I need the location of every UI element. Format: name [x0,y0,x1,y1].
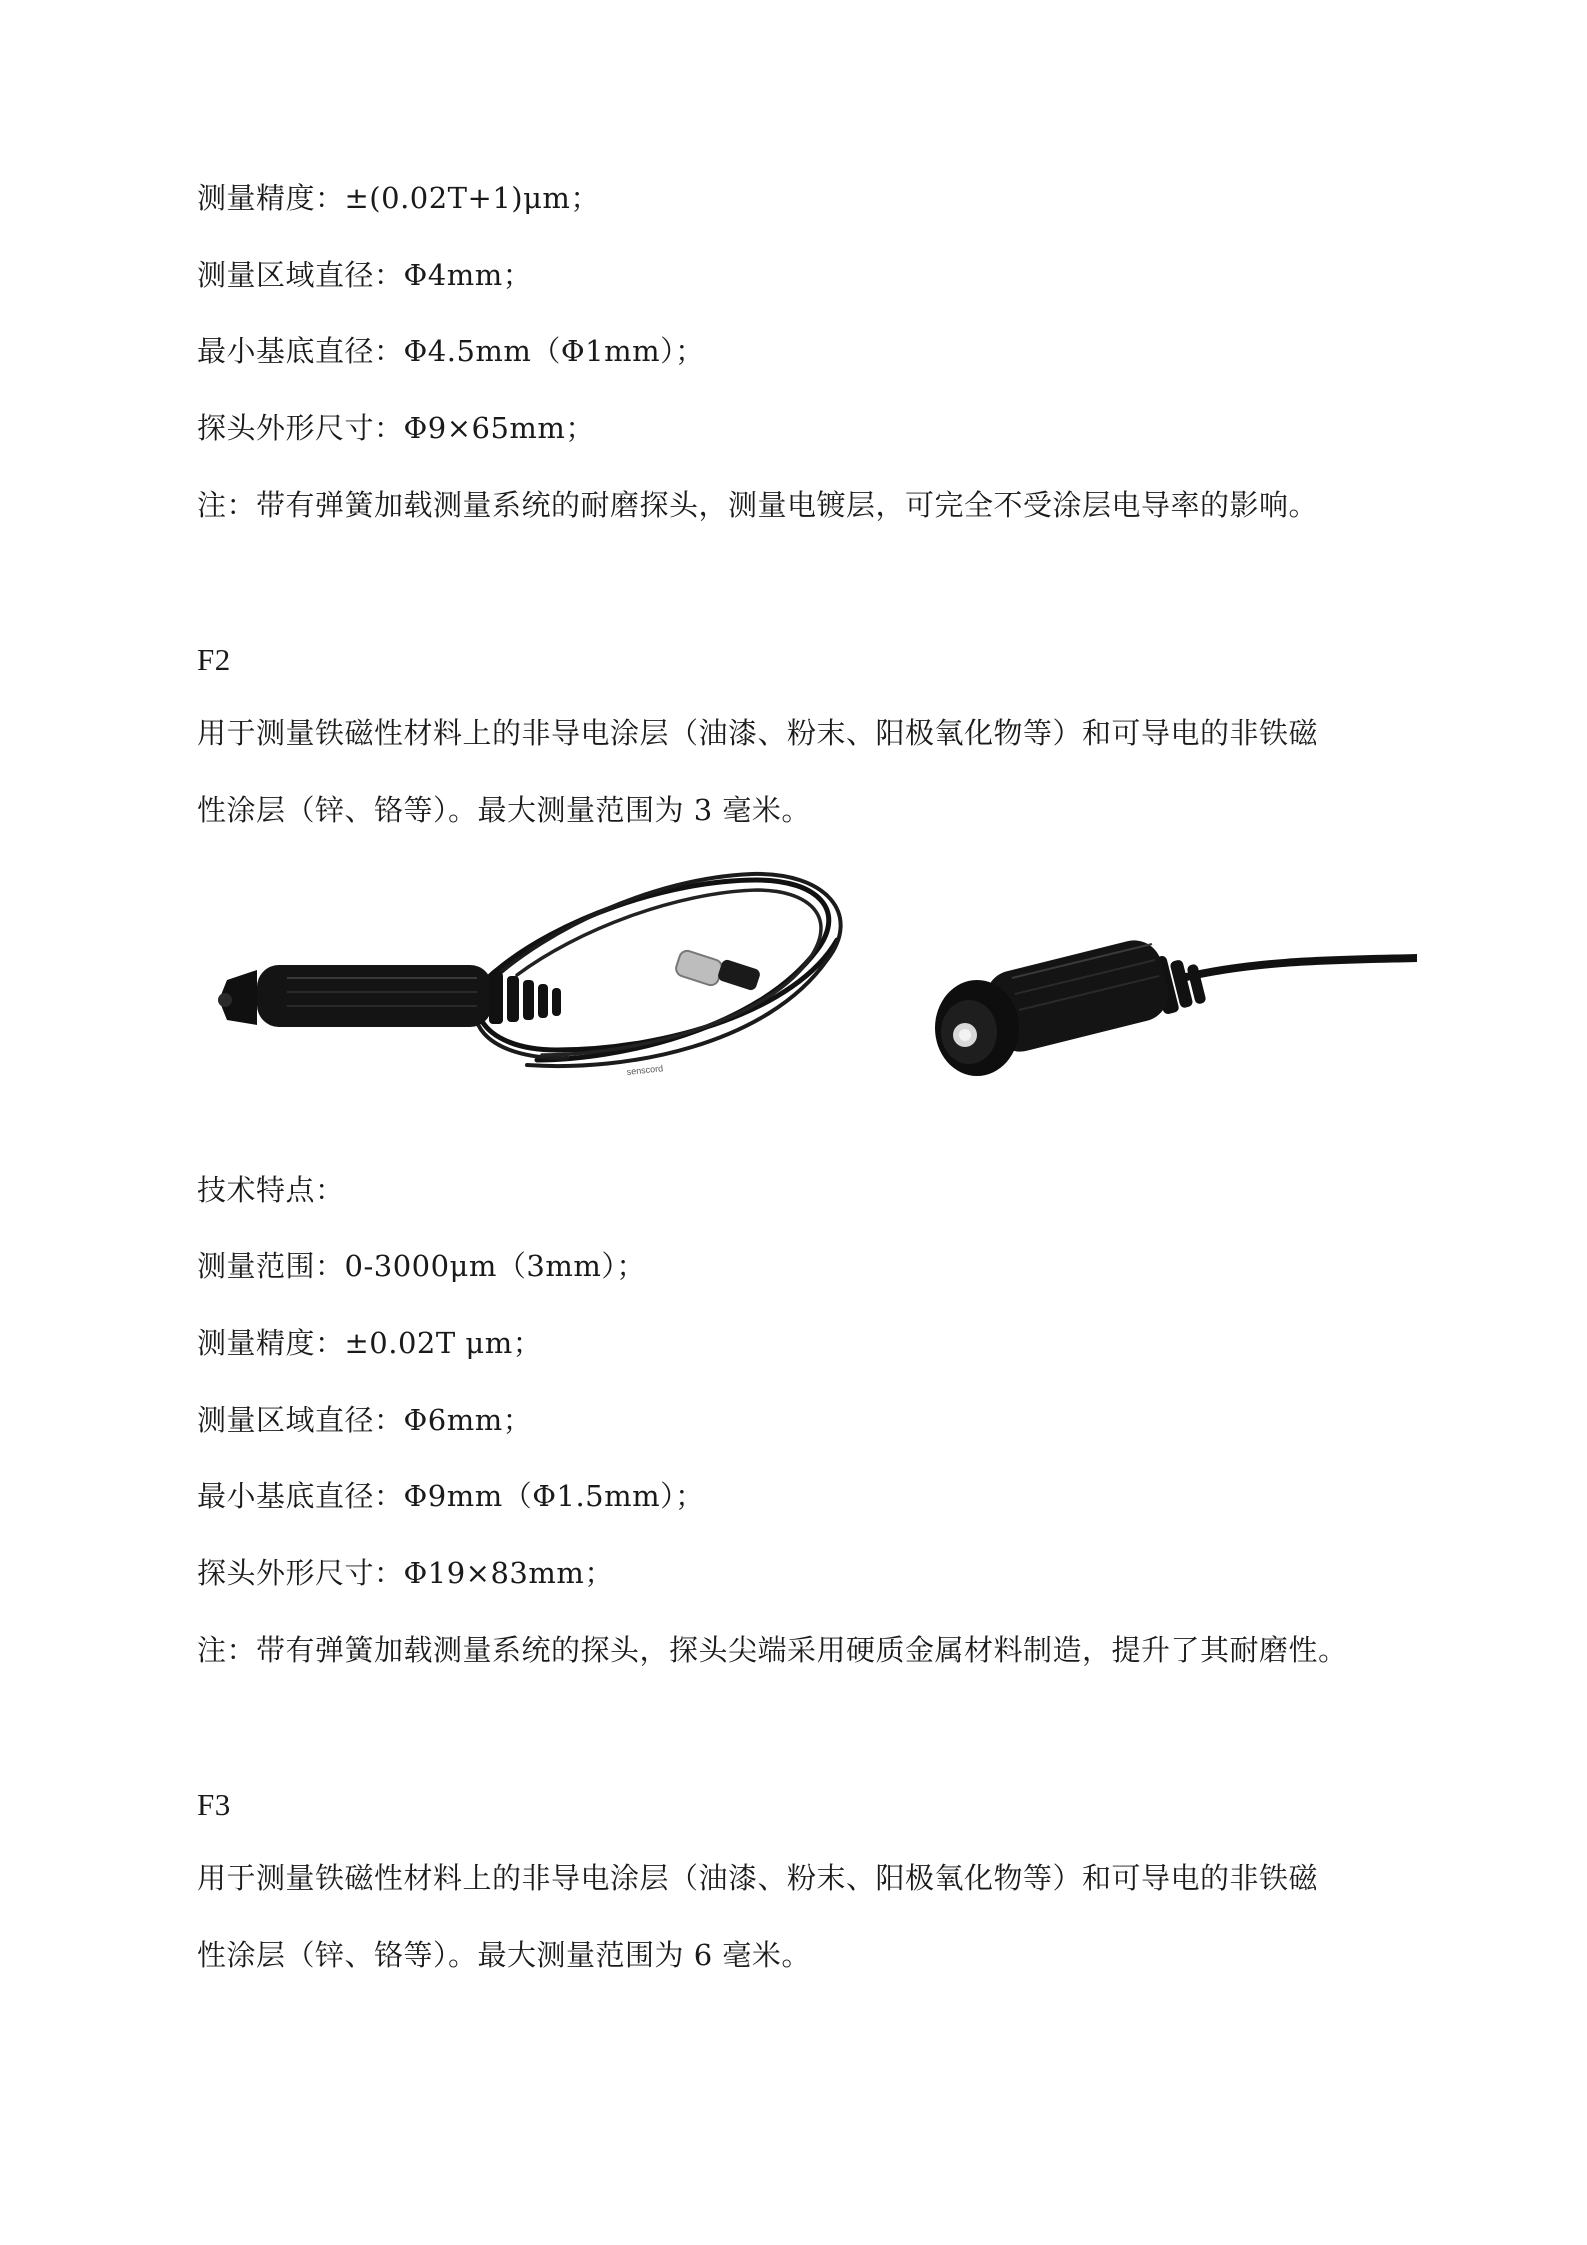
f2-spec-probe-size: 探头外形尺寸：Φ19×83mm； [197,1556,614,1590]
spec-accuracy: 测量精度：±(0.02T+1)μm； [197,181,600,215]
f2-features-title: 技术特点： [197,1173,345,1207]
f2-spec-range: 测量范围：0-3000μm（3mm）； [197,1249,646,1283]
f2-description-line1: 用于测量铁磁性材料上的非导电涂层（油漆、粉末、阳极氧化物等）和可导电的非铁磁 [197,716,1319,750]
f2-spec-measuring-area: 测量区域直径：Φ6mm； [197,1403,533,1437]
section-heading-f2: F2 [197,642,231,677]
svg-text:senscord: senscord [626,1063,664,1077]
spec-note: 注：带有弹簧加载测量系统的耐磨探头，测量电镀层，可完全不受涂层电导率的影响。 [197,488,1319,522]
f3-description-line1: 用于测量铁磁性材料上的非导电涂层（油漆、粉末、阳极氧化物等）和可导电的非铁磁 [197,1861,1319,1895]
probe-tip-closeup-image [935,934,1417,1076]
probe-with-cable-image [218,874,841,1077]
f2-spec-accuracy: 测量精度：±0.02T μm； [197,1326,543,1360]
f2-spec-min-substrate: 最小基底直径：Φ9mm（Φ1.5mm）； [197,1479,705,1513]
f2-description-line2: 性涂层（锌、铬等）。最大测量范围为 3 毫米。 [197,793,811,827]
probe-photo-strip [197,860,1417,1100]
f3-description-line2: 性涂层（锌、铬等）。最大测量范围为 6 毫米。 [197,1938,811,1972]
section-heading-f3: F3 [197,1787,231,1822]
spec-probe-size: 探头外形尺寸：Φ9×65mm； [197,411,595,445]
f2-spec-note: 注：带有弹簧加载测量系统的探头，探头尖端采用硬质金属材料制造，提升了其耐磨性。 [197,1633,1348,1667]
spec-min-substrate: 最小基底直径：Φ4.5mm（Φ1mm）； [197,334,705,368]
spec-measuring-area: 测量区域直径：Φ4mm； [197,258,533,292]
